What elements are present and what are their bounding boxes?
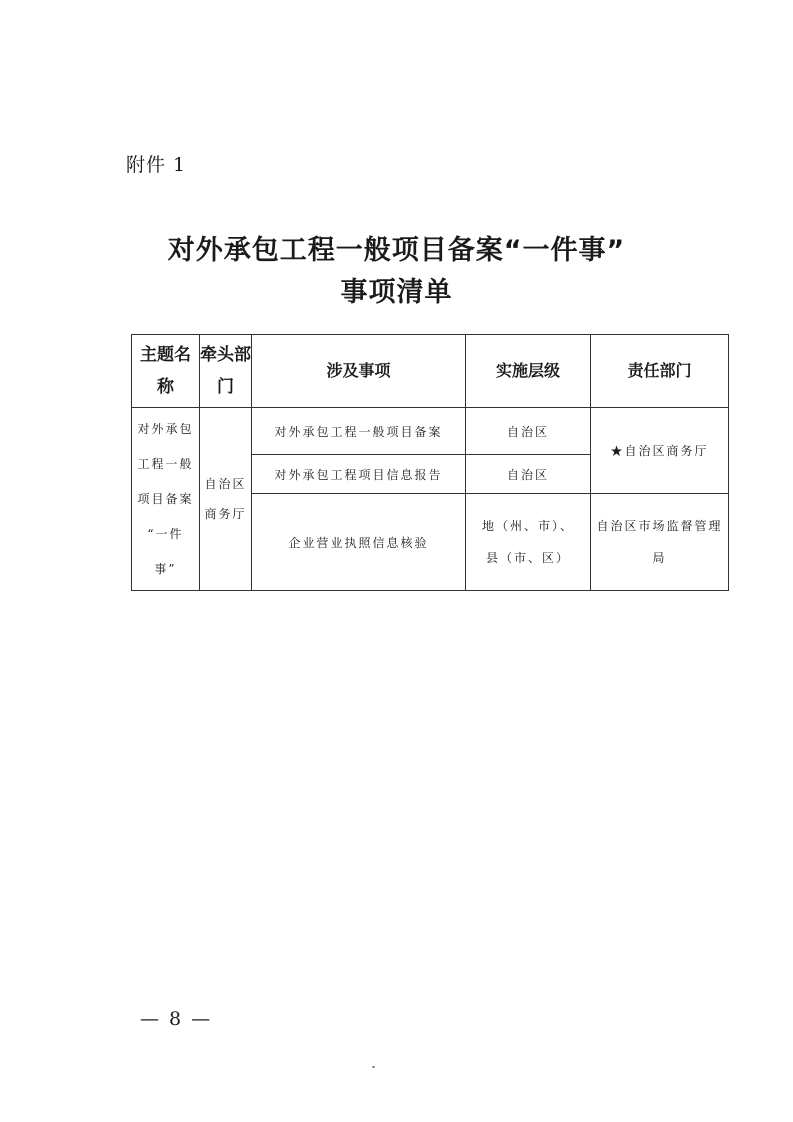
lead-dept-cell bbox=[200, 408, 252, 591]
matter-cell-3: 企业营业执照信息核验 bbox=[252, 494, 466, 591]
matter-cell-2: 对外承包工程项目信息报告 bbox=[252, 455, 466, 494]
header-level: 实施层级 bbox=[466, 335, 591, 408]
document-title-line2: 事项清单 bbox=[340, 277, 453, 308]
header-theme-line1: 主题名 bbox=[140, 345, 191, 365]
theme-line5: 事” bbox=[154, 561, 177, 576]
header-lead-dept-line2: 门 bbox=[217, 377, 234, 397]
level-cell-3-line1: 地（州、市）、 bbox=[481, 519, 574, 533]
responsible-cell-3-line2: 局 bbox=[652, 551, 667, 565]
level-cell-1: 自治区 bbox=[466, 408, 591, 455]
header-responsible: 责任部门 bbox=[591, 335, 729, 408]
theme-cell bbox=[132, 408, 200, 591]
table-header-row bbox=[132, 335, 729, 408]
theme-line3: 项目备案 bbox=[137, 491, 194, 506]
document-title-line1: 对外承包工程一般项目备案“一件事” bbox=[167, 235, 626, 266]
scan-speck bbox=[372, 1066, 375, 1068]
header-lead-dept-line1: 牵头部 bbox=[200, 345, 251, 365]
level-cell-2: 自治区 bbox=[466, 455, 591, 494]
header-matters: 涉及事项 bbox=[252, 335, 466, 408]
theme-line4: “一件 bbox=[147, 526, 184, 541]
header-theme-name bbox=[132, 335, 200, 408]
level-cell-3 bbox=[466, 494, 591, 591]
header-theme-line2: 称 bbox=[157, 377, 174, 397]
lead-dept-line1: 自治区 bbox=[204, 477, 247, 491]
matter-cell-1: 对外承包工程一般项目备案 bbox=[252, 408, 466, 455]
page-number: — 8 — bbox=[140, 1008, 213, 1030]
responsible-cell-3-line1: 自治区市场监督管理 bbox=[596, 519, 723, 533]
lead-dept-line2: 商务厅 bbox=[204, 507, 247, 521]
theme-line2: 工程一般 bbox=[137, 456, 194, 471]
level-cell-3-line2: 县（市、区） bbox=[485, 551, 570, 565]
header-lead-dept bbox=[200, 335, 252, 408]
theme-line1: 对外承包 bbox=[137, 421, 194, 436]
responsible-cell-3 bbox=[591, 494, 729, 591]
table-row bbox=[132, 408, 729, 455]
attachment-label: 附件 1 bbox=[126, 154, 187, 176]
responsible-cell-shared: ★自治区商务厅 bbox=[591, 408, 729, 494]
matters-table bbox=[131, 334, 729, 591]
